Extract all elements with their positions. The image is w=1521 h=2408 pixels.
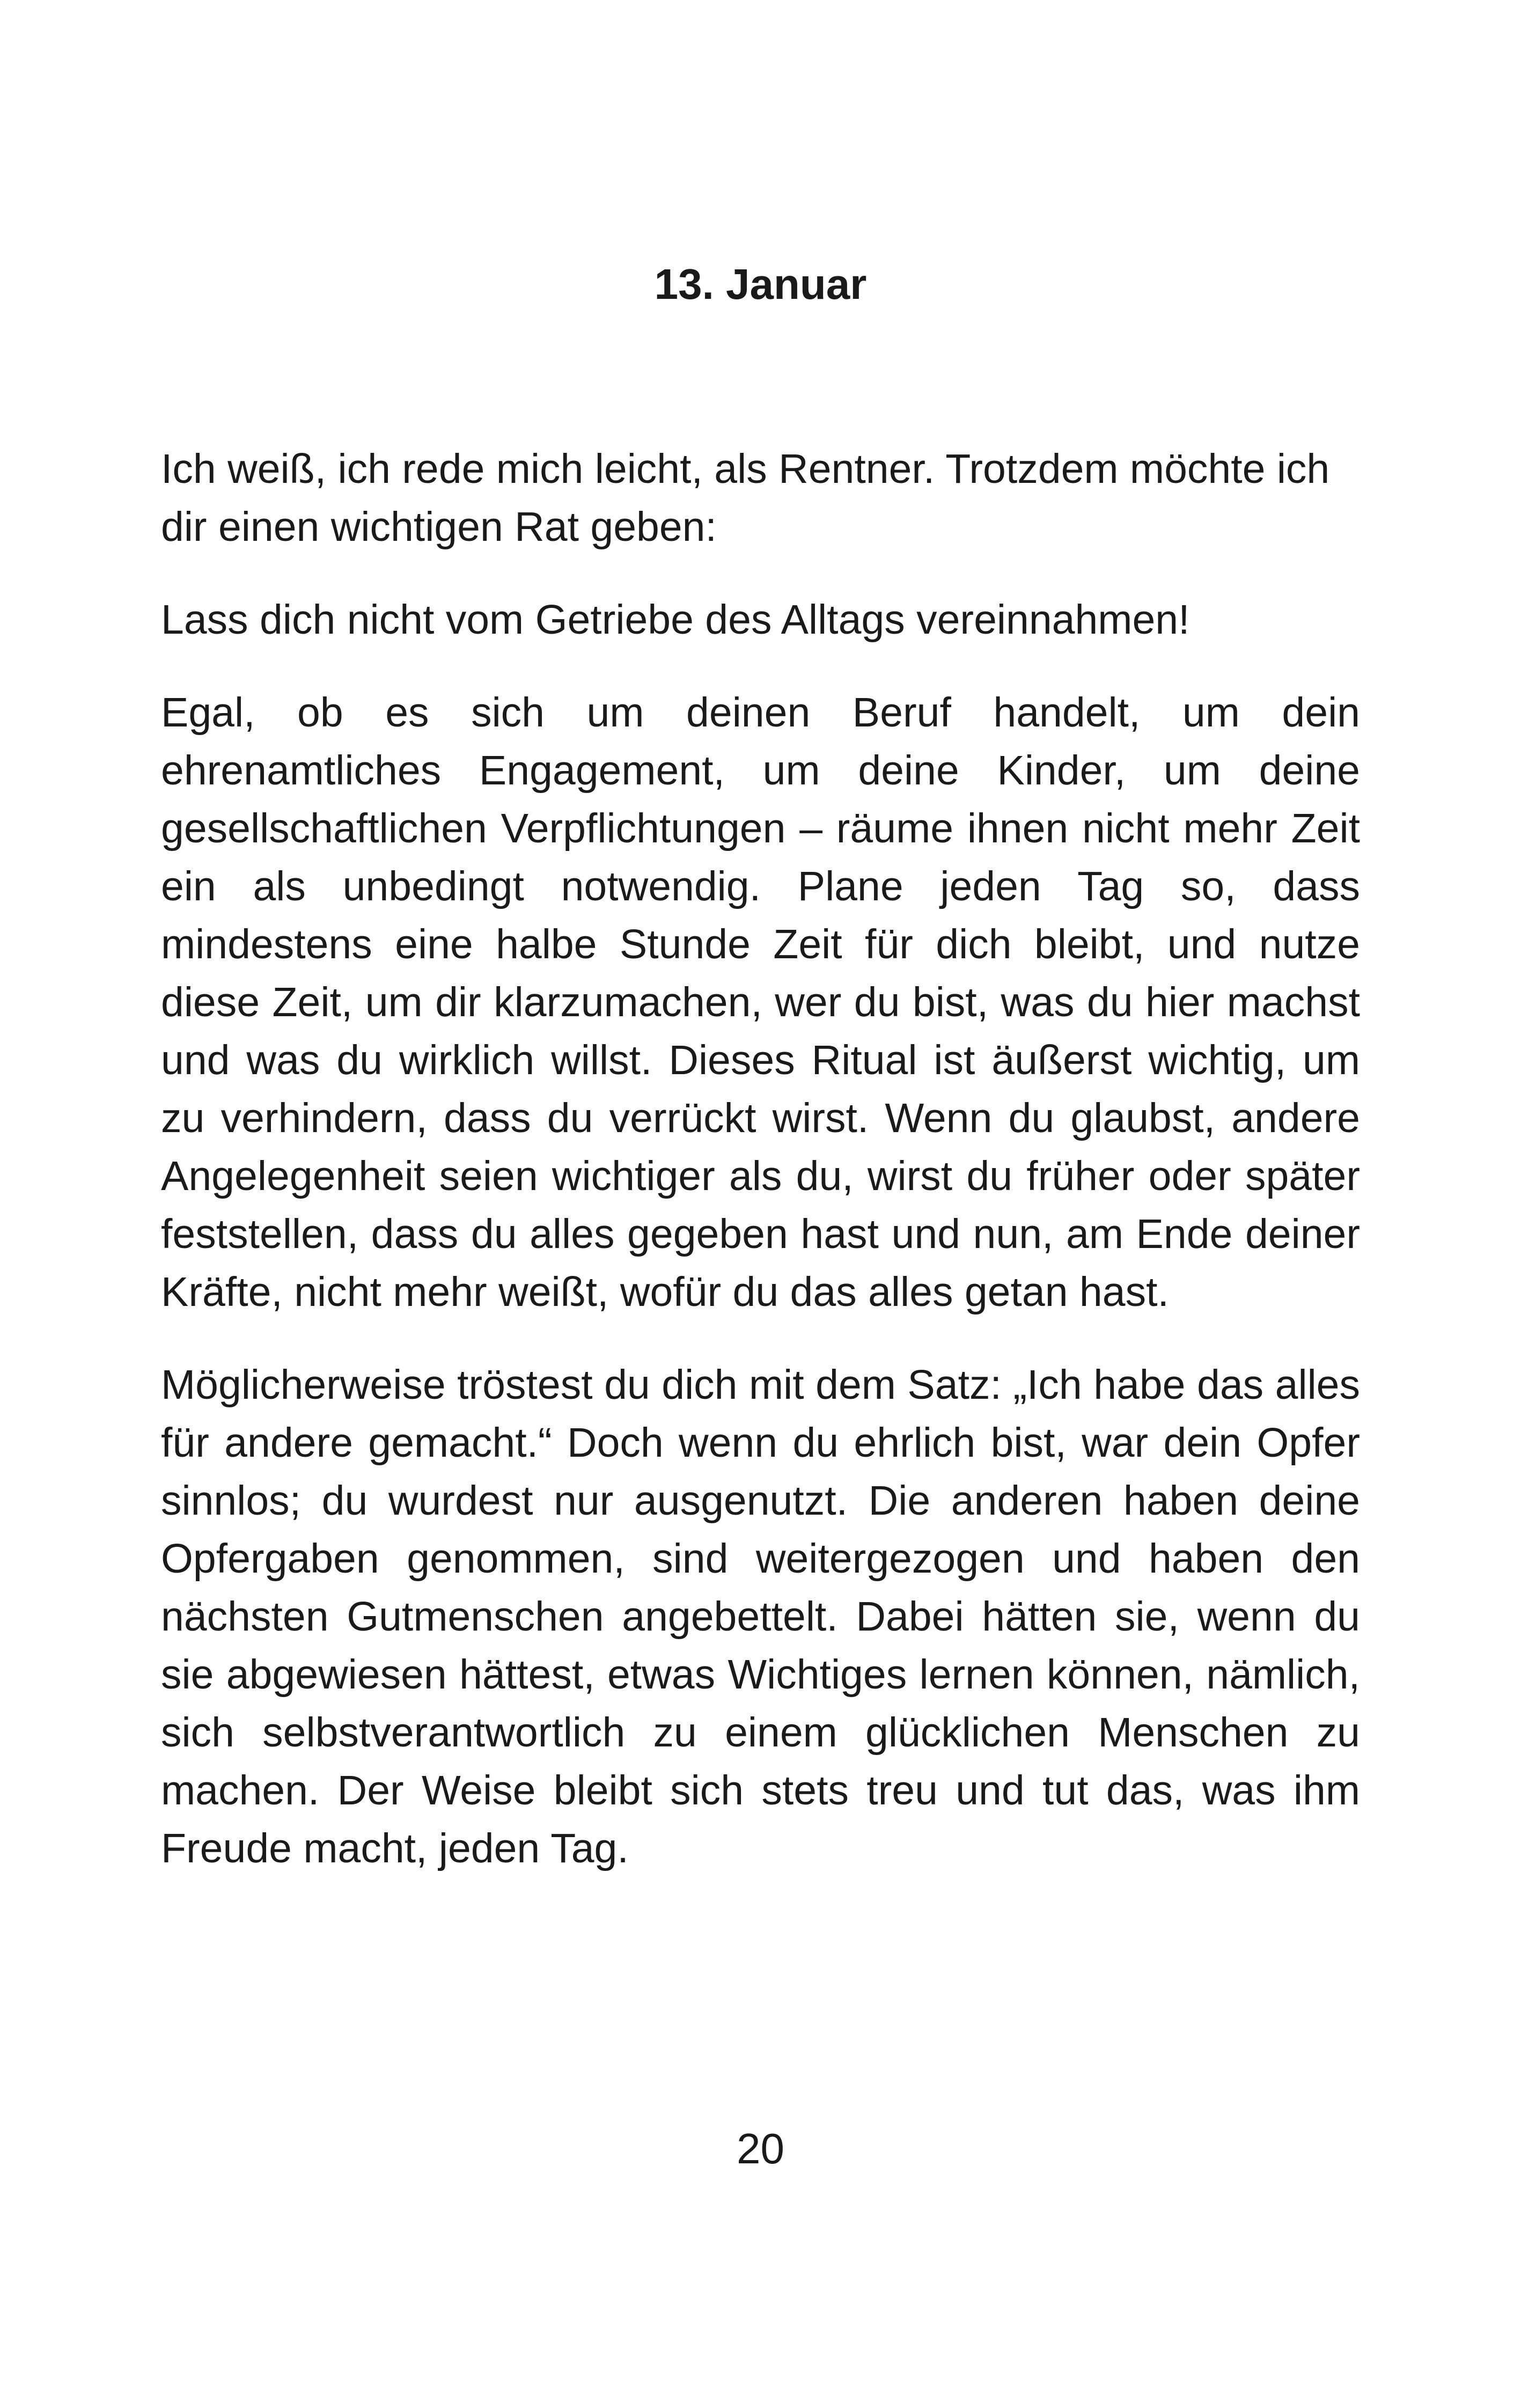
page-heading: 13. Januar bbox=[654, 260, 867, 308]
paragraph-1: Ich weiß, ich rede mich leicht, als Rentner. Trotzdem möchte ich dir einen wichtigen Rat geben: bbox=[161, 446, 1330, 550]
page-number: 20 bbox=[737, 2125, 784, 2172]
paragraph-3: Egal, ob es sich um deinen Beruf handelt, um dein ehrenamtliches Engagement, um deine Kinder, um deine gesellschaftlichen Verpflichtungen – räume ihnen nicht mehr Zeit ein als unbedingt notwendig. Plane jeden Tag so, dass mindestens eine halbe Stunde Zeit für dich bleibt, und nutze diese Zeit, um dir klarzumachen, wer du bist, was du hier machst und was du wirklich willst. Dieses Ritual ist äußerst wichtig, um zu verhindern, dass du verrückt wirst. Wenn du glaubst, andere Angelegenheit seien wichtiger als du, wirst du früher oder später feststellen, dass du alles gegeben hast und nun, am Ende deiner Kräfte, nicht mehr weißt, wofür du das alles getan hast. bbox=[161, 689, 1360, 1315]
paragraph-4: Möglicherweise tröstest du dich mit dem Satz: „Ich habe das alles für andere gemacht.“ Doch wenn du ehrlich bist, war dein Opfer sinnlos; du wurdest nur ausgenutzt. Die anderen haben deine Opfergaben genommen, sind weitergezogen und haben den nächsten Gutmenschen angebettelt. Dabei hätten sie, wenn du sie abgewiesen hättest, etwas Wichtiges lernen können, nämlich, sich selbstverantwortlich zu einem glücklichen Menschen zu machen. Der Weise bleibt sich stets treu und tut das, was ihm Freude macht, jeden Tag. bbox=[161, 1362, 1360, 1871]
paragraph-2: Lass dich nicht vom Getriebe des Alltags vereinnahmen! bbox=[161, 597, 1190, 643]
body-text bbox=[161, 440, 1360, 1912]
